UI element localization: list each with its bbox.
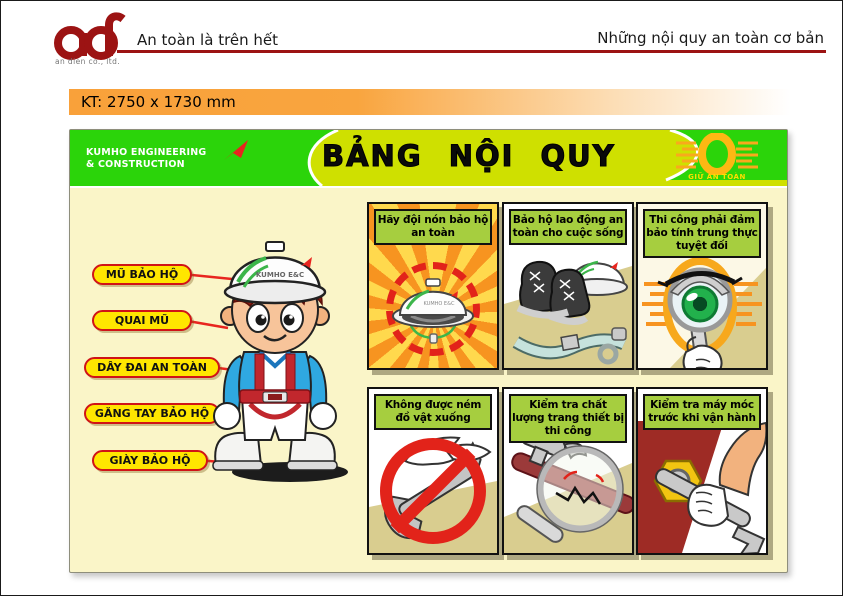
safety-panel-honesty bbox=[636, 202, 768, 370]
document-title: Những nội quy an toàn cơ bản bbox=[597, 29, 824, 47]
kumho-logo-line1: KUMHO ENGINEERING bbox=[86, 147, 207, 158]
safety-panel-wear-helmet bbox=[367, 202, 499, 370]
equipment-label-chin-strap: QUAI MŨ bbox=[92, 310, 192, 331]
safety-slogan: An toàn là trên hết bbox=[137, 31, 279, 49]
svg-text:KUMHO E&C: KUMHO E&C bbox=[423, 301, 455, 307]
safety-circle-caption: GIỮ AN TOÀN bbox=[688, 173, 746, 181]
equipment-label-safety-harness: DÂY ĐAI AN TOÀN bbox=[84, 357, 220, 378]
safety-panel-no-throwing bbox=[367, 387, 499, 555]
equipment-label-shoes: GIÀY BẢO HỘ bbox=[92, 450, 208, 471]
panel-title: Thi công phải đảm bảo tính trung thực tuyệt đối bbox=[643, 209, 761, 258]
panel-title: Không được ném đồ vật xuống bbox=[374, 394, 492, 430]
panel-title: Hãy đội nón bảo hộ an toàn bbox=[374, 209, 492, 245]
kumho-logo-line2: & CONSTRUCTION bbox=[86, 159, 185, 170]
worker-character-illustration bbox=[200, 230, 350, 485]
panel-title: Bảo hộ lao động an toàn cho cuộc sống bbox=[509, 209, 627, 245]
helmet-brand-text: KUMHO E&C bbox=[255, 271, 305, 279]
safety-panel-ppe-for-life bbox=[502, 202, 634, 370]
equipment-label-gloves: GĂNG TAY BẢO HỘ bbox=[84, 403, 220, 424]
safety-panel-check-machine bbox=[636, 387, 768, 555]
header-divider bbox=[117, 50, 826, 53]
board-title: BẢNG NỘI QUY bbox=[322, 139, 616, 173]
an-dien-logo-caption: an dien co., ltd. bbox=[55, 57, 121, 66]
safety-helmet-icon bbox=[383, 276, 483, 344]
panel-title: Kiểm tra máy móc trước khi vận hành bbox=[643, 394, 761, 430]
equipment-label-helmet: MŨ BẢO HỘ bbox=[92, 264, 192, 285]
panel-title: Kiểm tra chất lượng trang thiết bị thi công bbox=[509, 394, 627, 443]
safety-panel-inspect-equipment bbox=[502, 387, 634, 555]
safety-rules-board bbox=[69, 129, 788, 573]
dimensions-bar: KT: 2750 x 1730 mm bbox=[69, 89, 791, 115]
